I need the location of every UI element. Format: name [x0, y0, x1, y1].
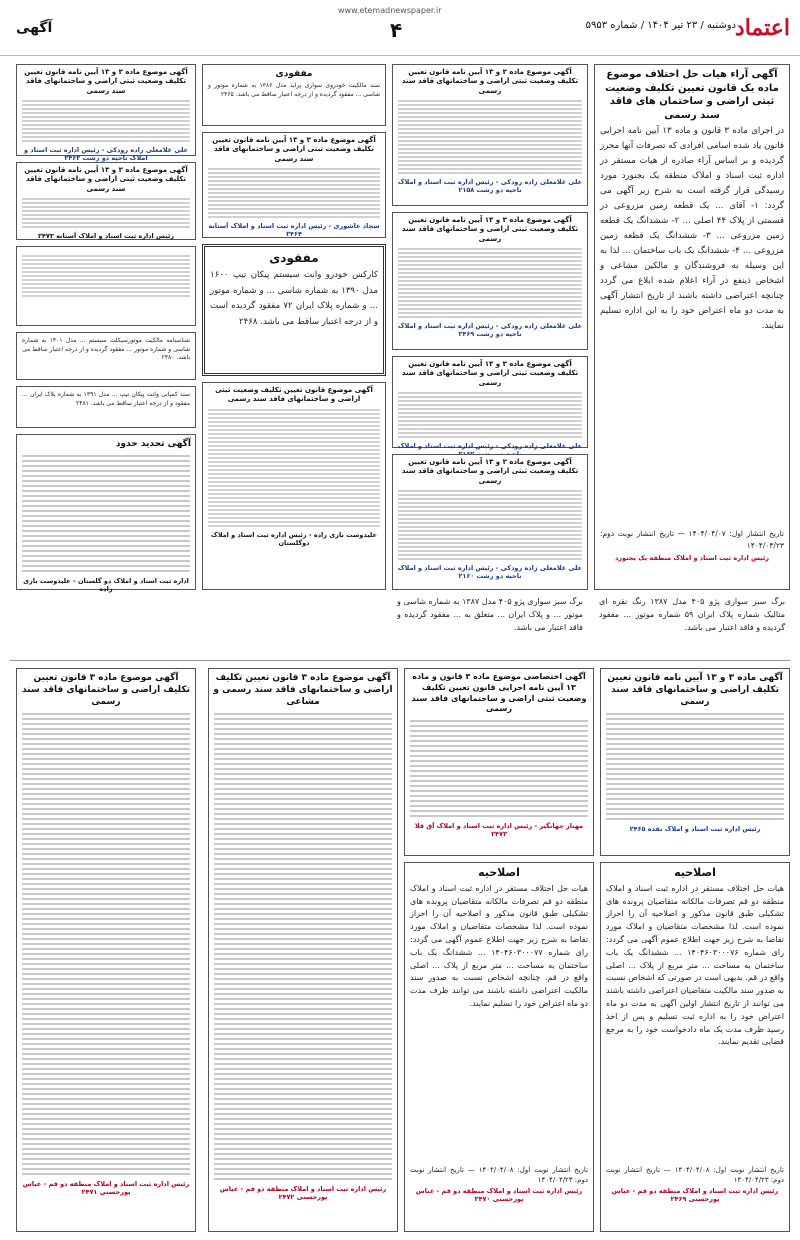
ad-land-registry	[202, 382, 386, 590]
ad-lost-document	[16, 332, 196, 380]
ad-dates: تاریخ انتشار نوبت اول: ۱۴۰۴/۰۴/۰۸ — تاریخ انتشار نوبت دوم: ۱۴۰۴/۰۴/۲۳	[606, 1165, 784, 1184]
ad-lost-green-card	[594, 596, 790, 652]
ad-title: آگهی موضوع قانون تعیین تکلیف وضعیت ثبتی اراضی و ساختمانهای فاقد سند رسمی	[215, 386, 373, 404]
ad-signature: مهناز جهانگیر - رئیس اداره ثبت اسناد و املاک آق قلا ۲۴۷۳	[414, 822, 584, 839]
ad-text-lines	[17, 455, 195, 572]
section-divider	[10, 660, 790, 661]
ad-title: آگهی ماده ۳ و ۱۳ آیین نامه قانون تعیین تکلیف اراضی و ساختمانهای فاقد سند رسمی	[607, 673, 783, 708]
ad-signature: علی غلامعلی زاده رودکی - رئیس اداره ثبت اسناد و املاک ناحیه دو رشت ۲۴۶۹	[397, 322, 583, 339]
ad-dates: تاریخ انتشار اول: ۱۴۰۴/۰۴/۰۷ — تاریخ انتشار نوبت دوم: ۱۴۰۴/۰۴/۲۳	[600, 529, 784, 550]
ad-land-registry	[392, 356, 588, 451]
ad-body: برگ سبز سواری پژو ۴۰۵ مدل ۱۳۸۷ رنگ نقره ای متالیک شماره پلاک ایران ۵۹ شماره موتور ... مفقود گردیده و فاقد اعتبار می باشد.	[599, 597, 785, 632]
ad-text-lines	[209, 713, 397, 1180]
ad-land-registry	[208, 668, 398, 1232]
ad-text-lines	[203, 168, 385, 218]
ad-signature: سجاد عاشوری - رئیس اداره ثبت اسناد و املاک آستانه ۲۴۶۴	[208, 222, 380, 239]
ad-signature: رئیس اداره ثبت اسناد و املاک منطقه یک بجنورد	[614, 554, 770, 562]
ad-title: آگهی موضوع ماده ۳ و ۱۳ آیین نامه قانون تعیین تکلیف وضعیت ثبتی اراضی و ساختمانهای فاقد سند رسمی	[401, 216, 579, 243]
ad-body: هیات حل اختلاف مستقر در اداره ثبت اسناد و املاک منطقه دو قم تصرفات مالکانه متقاضیان پرونده های تشکیلی طبق قانون مذکور و اصلاحیه آن را احراز نموده است. لذا مشخصات متقاضیان و املاک مورد تقاضا به شرح زیر جهت اطلاع عموم آگهی می گردد: رای شماره ۱۴۰۴۶۰۳۰۰۰۷۶ ... ششدانگ یک باب ساختمان به مساحت ... متر مربع از پلاک ... اصلی واقع در قم. بدیهی است در صورتی که اشخاص نسبت به صدور سند مالکیت متقاضیان اعتراضی داشته باشند می توانند از تاریخ انتشار اولین آگهی به مدت دو ماه اعتراض خود را به اداره ثبت تسلیم و پس از اخذ رسید ظرف مدت یک ماه دادخواست خود را به مرجع قضایی تقدیم نمایند.	[606, 883, 784, 1047]
ad-correction-notice	[600, 862, 790, 1232]
ad-text-lines	[17, 100, 195, 142]
ad-title: آگهی موضوع ماده ۳ و ۱۳ آیین نامه قانون تعیین تکلیف وضعیت ثبتی اراضی و ساختمانهای فاقد سند رسمی	[24, 166, 188, 193]
ad-land-registry	[404, 668, 594, 856]
newspaper-logo: اعتماد	[734, 15, 790, 41]
ad-lost-document	[202, 64, 386, 126]
ad-signature: رئیس اداره ثبت اسناد و املاک آستانه ۲۴۷۳	[37, 232, 175, 241]
ad-signature: علیدوست بازی زاده - رئیس اداره ثبت اسناد و املاک دوگلستان	[211, 530, 377, 547]
ad-body: برگ سبز سواری پژو ۴۰۵ مدل ۱۳۸۷ به شماره شاسی و موتور ... و پلاک ایران ... متعلق به ... مفقود گردیده و فاقد اعتبار می باشد.	[397, 597, 583, 632]
ad-land-registry	[600, 668, 790, 856]
ad-body: هیات حل اختلاف مستقر در اداره ثبت اسناد و املاک منطقه دو قم تصرفات مالکانه متقاضیان پرونده های تشکیلی طبق قانون مذکور و اصلاحیه آن را احراز نموده است. لذا مشخصات متقاضیان و املاک مورد تقاضا به شرح زیر جهت اطلاع عموم آگهی می گردد: رای شماره ۱۴۰۴۶۰۳۰۰۰۷۷ ... ششدانگ یک باب ساختمان به مساحت ... متر مربع از پلاک ... اصلی واقع در قم. چنانچه اشخاص نسبت به صدور سند مالکیت اعتراضی داشته باشند می توانند ظرف مدت دو ماه اعتراض خود را تسلیم نمایند.	[410, 883, 588, 1009]
ad-signature: علی غلامعلی زاده رودکی - رئیس اداره ثبت اسناد و املاک ناحیه دو رشت ۲۱۵۸	[397, 178, 583, 195]
ad-dispute-board-rulings	[594, 64, 790, 590]
ad-land-registry	[392, 454, 588, 590]
ad-text-lines	[203, 409, 385, 527]
ad-title: آگهی موضوع ماده ۳ و ۱۳ آیین نامه قانون تعیین تکلیف وضعیت ثبتی اراضی و ساختمانهای فاقد سند رسمی	[212, 136, 376, 163]
ad-title: مفقودی	[269, 251, 319, 265]
ad-signature: رئیس اداره ثبت اسناد و املاک منطقه دو قم - عباس پورحسنی ۲۴۷۰	[415, 1187, 583, 1204]
ad-title: آگهی اختصاصی موضوع ماده ۳ قانون و ماده ۱۳ آیین نامه اجرایی قانون تعیین تکلیف وضعیت ثبتی اراضی و ساختمانهای فاقد سند رسمی	[411, 672, 587, 714]
ad-signature: علی غلامعلی زاده رودکی - رئیس اداره ثبت اسناد و املاک ناحیه دو رشت ۲۴۶۳	[23, 146, 189, 163]
ad-title: آگهی موضوع ماده ۳ و ۱۳ آیین نامه قانون تعیین تکلیف وضعیت ثبتی اراضی و ساختمانهای فاقد سند رسمی	[24, 68, 188, 95]
ad-title: اصلاحیه	[674, 866, 716, 879]
ad-title: آگهی موضوع ماده ۳ و ۱۳ آیین نامه قانون تعیین تکلیف وضعیت ثبتی اراضی و ساختمانهای فاقد سند رسمی	[401, 458, 579, 485]
ad-land-registry	[392, 212, 588, 350]
ad-title: آگهی موضوع ماده ۳ قانون تعیین تکلیف اراضی و ساختمانهای فاقد سند رسمی	[22, 673, 190, 708]
ad-lost-vehicle-card	[202, 244, 386, 376]
ad-land-registry	[16, 162, 196, 240]
ad-land-registry	[202, 132, 386, 238]
ad-land-registry	[16, 64, 196, 163]
ad-title: آگهی تحدید حدود	[115, 439, 191, 449]
ad-title: آگهی موضوع ماده ۳ و ۱۳ آیین نامه قانون تعیین تکلیف وضعیت ثبتی اراضی و ساختمانهای فاقد سند رسمی	[401, 360, 579, 387]
ad-signature: رئیس اداره ثبت اسناد و املاک نقده ۲۴۶۵	[629, 825, 761, 834]
ad-text-lines	[17, 713, 195, 1175]
page-header	[0, 0, 800, 56]
ad-lost-document	[16, 386, 196, 428]
ad-signature: رئیس اداره ثبت اسناد و املاک منطقه دو قم - عباس پورحسنی ۲۴۷۱	[22, 1180, 190, 1197]
ad-land-registry	[392, 64, 588, 206]
website-url[interactable]: www.etemadnewspaper.ir	[338, 6, 442, 15]
ad-text-lines	[17, 247, 195, 297]
issue-date: دوشنبه / ۲۳ تیر ۱۴۰۴ / شماره ۵۹۵۳	[585, 20, 736, 31]
ad-body: کارکس خودرو وانت سیستم پیکان تیپ ۱۶۰۰ مدل ۱۳۹۰ به شماره شاسی ... و شماره موتور ... و شماره پلاک ایران ۷۲ مفقود گردیده است و از درجه اعتبار ساقط می باشد. ۲۴۶۸	[210, 270, 379, 327]
ad-text-lines	[393, 490, 587, 560]
ad-title: آگهی آراء هیات حل اختلاف موضوع ماده یک قانون تعیین تکلیف وضعیت ثبتی اراضی و ساختمان های فاقد سند رسمی	[605, 69, 779, 121]
ad-title: اصلاحیه	[478, 866, 520, 879]
ad-dates: تاریخ انتشار نوبت اول: ۱۴۰۴/۰۴/۰۸ — تاریخ انتشار نوبت دوم: ۱۴۰۴/۰۴/۲۳	[410, 1165, 588, 1184]
ad-signature: رئیس اداره ثبت اسناد و املاک منطقه دو قم - عباس پورحسنی ۲۴۷۲	[219, 1185, 387, 1202]
ad-lost-green-card	[392, 596, 588, 652]
section-title: آگهی	[16, 20, 53, 36]
ad-body: سند مالکیت خودروی سواری پراید مدل ۱۳۸۶ به شماره موتور و شاسی ... مفقود گردیده و از درجه اعتبار ساقط می باشد. ۲۴۶۵	[208, 82, 380, 98]
ad-title: آگهی موضوع ماده ۳ قانون تعیین تکلیف اراضی و ساختمانهای فاقد سند رسمی و مشاعی	[213, 673, 393, 708]
ad-text-lines	[17, 198, 195, 228]
ad-signature: رئیس اداره ثبت اسناد و املاک منطقه دو قم - عباس پورحسنی ۲۴۶۹	[611, 1187, 779, 1204]
ad-signature: علی غلامعلی زاده رودکی - رئیس اداره ثبت اسناد و املاک ناحیه دو رشت ۲۱۶۰	[397, 564, 583, 581]
ad-text-lines	[393, 248, 587, 318]
ad-body: در اجرای ماده ۳ قانون و ماده ۱۳ آیین نامه اجرایی قانون یاد شده اسامی افرادی که تصرفات آنها محرز گردیده و بر اساس آراء صادره از هیات مستقر در اداره ثبت اسناد و املاک منطقه یک بجنورد مورد رسیدگی قرار گرفته است به شرح زیر آگهی می گردد: ۱- آقای ... یک قطعه زمین مزروعی در قسمتی از پلاک ۴۴ اصلی ... ۲- ششدانگ یک قطعه زمین مزروعی ... ۳- ششدانگ یک قطعه زمین مزروعی ... ۴- ششدانگ یک باب ساختمان ... لذا به این وسیله به فروشندگان و مالکین مشاعی و اشخاص ذینفع در آراء اعلام شده ابلاغ می گردد چنانچه اعتراضی داشته باشند از تاریخ انتشار آگهی به مدت دو ماه اعتراض خود را به این اداره تسلیم نمایند.	[600, 126, 785, 332]
ad-text-lines	[601, 713, 789, 820]
ad-text-lines	[405, 720, 593, 817]
ad-land-registry	[16, 246, 196, 326]
ad-boundary-notice	[16, 434, 196, 594]
ad-land-registry	[16, 668, 196, 1232]
ad-correction-notice	[404, 862, 594, 1232]
ad-text-lines	[393, 392, 587, 438]
ad-signature: علی غلامعلی زاده رودکی - رئیس اداره ثبت اسناد و املاک	[397, 442, 583, 451]
ad-body: شناسنامه مالکیت موتورسیکلت سیستم ... مدل ۱۴۰۱ به شماره شاسی و شماره موتور ... مفقود گردیده و از درجه اعتبار ساقط می باشد. ۲۴۸۰	[22, 337, 190, 362]
ad-body: سند کمپانی وانت پیکان تیپ ... مدل ۱۳۹۱ به شماره پلاک ایران ... مفقود و از درجه اعتبار ساقط می باشد. ۲۴۸۱	[22, 391, 190, 407]
ad-text-lines	[393, 100, 587, 174]
ad-title: مفقودی	[275, 69, 313, 79]
page-number: ۴	[390, 18, 403, 42]
ad-title: آگهی موضوع ماده ۳ و ۱۳ آیین نامه قانون تعیین تکلیف وضعیت ثبتی اراضی و ساختمانهای فاقد سند رسمی	[401, 68, 579, 95]
ad-signature: اداره ثبت اسناد و املاک دو گلستان - علیدوست بازی زاده	[23, 577, 189, 594]
